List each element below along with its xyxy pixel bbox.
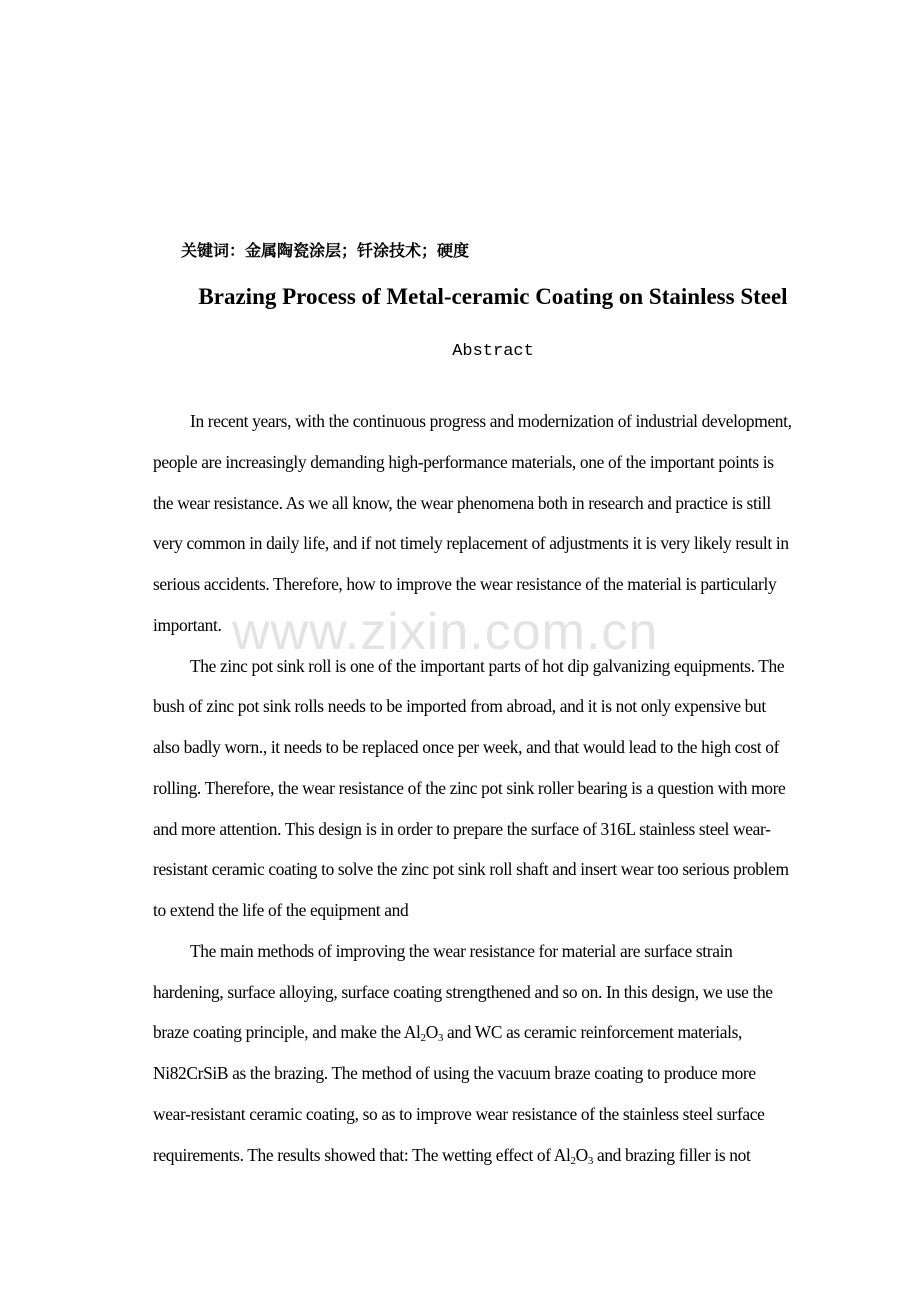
text-line: rolling. Therefore, the wear resistance of the zinc pot sink roller bearing is a question with more — [153, 777, 786, 798]
text-line: wear-resistant ceramic coating, so as to improve wear resistance of the stainless steel surface — [153, 1103, 765, 1124]
text-line: the wear resistance. As we all know, the wear phenomena both in research and practice is still — [153, 492, 771, 513]
paragraph-3 — [153, 931, 839, 1176]
paragraph-2 — [153, 646, 839, 931]
abstract-body — [153, 401, 839, 1175]
subscript: 2 — [570, 1154, 576, 1167]
text-line: hardening, surface alloying, surface coating strengthened and so on. In this design, we use the — [153, 981, 773, 1002]
paragraph-1 — [153, 401, 839, 646]
abstract-heading: Abstract — [452, 342, 534, 361]
text-line: and more attention. This design is in order to prepare the surface of 316L stainless steel wear- — [153, 818, 771, 839]
text-line: bush of zinc pot sink rolls needs to be imported from abroad, and it is not only expensive but — [153, 696, 766, 717]
text-line: resistant ceramic coating to solve the zinc pot sink roll shaft and insert wear too serious problem — [153, 859, 789, 880]
english-title: Brazing Process of Metal-ceramic Coating on Stainless Steel — [198, 284, 788, 309]
text-line-formula — [153, 1135, 839, 1176]
text-line: to extend the life of the equipment and — [153, 900, 409, 920]
watermark-text: www.zixin.com.cn — [232, 603, 659, 661]
text-line: important. — [153, 614, 222, 635]
text-fragment: and brazing filler is not — [592, 1144, 751, 1165]
text-fragment: braze coating principle, and make the Al — [153, 1022, 421, 1043]
text-line: The zinc pot sink roll is one of the important parts of hot dip galvanizing equipments. The — [190, 655, 785, 676]
subscript: 3 — [437, 1032, 444, 1045]
text-line: people are increasingly demanding high-performance materials, one of the important points is — [153, 451, 774, 472]
text-line: very common in daily life, and if not timely replacement of adjustments it is very likely result in — [153, 533, 789, 554]
text-line: serious accidents. Therefore, how to improve the wear resistance of the material is particularly — [153, 574, 777, 594]
keywords-line: 关键词：金属陶瓷涂层；钎涂技术；硬度 — [181, 241, 470, 260]
subscript: 2 — [420, 1032, 426, 1045]
text-fragment: requirements. The results showed that: The wetting effect of Al — [153, 1144, 571, 1165]
text-line-formula — [153, 1012, 839, 1053]
text-fragment: and WC as ceramic reinforcement materials, — [443, 1022, 743, 1043]
text-line: The main methods of improving the wear resistance for material are surface strain — [190, 940, 733, 961]
text-line: Ni82CrSiB as the brazing. The method of using the vacuum braze coating to produce more — [153, 1063, 756, 1083]
text-fragment: O — [575, 1144, 588, 1165]
text-line: also badly worn., it needs to be replaced once per week, and that would lead to the high cost of — [153, 737, 780, 757]
subscript: 3 — [587, 1154, 593, 1167]
text-line: In recent years, with the continuous progress and modernization of industrial development, — [190, 411, 792, 431]
text-fragment: O — [425, 1022, 438, 1043]
